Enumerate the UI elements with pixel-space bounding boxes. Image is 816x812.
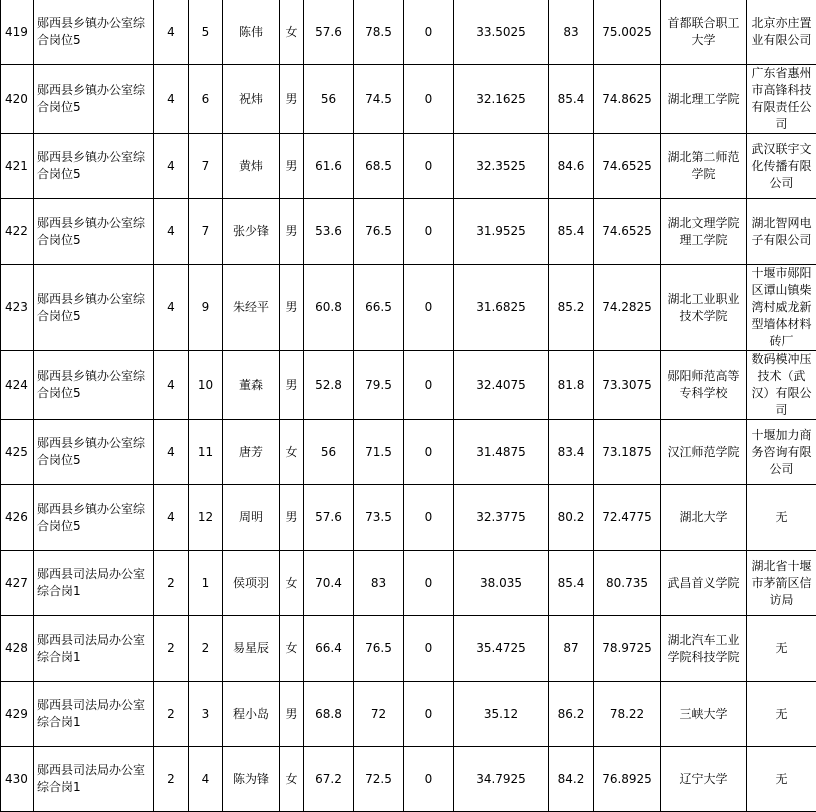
interview-score-cell: 76.5 xyxy=(354,616,404,682)
candidate-name-cell: 程小岛 xyxy=(223,682,280,747)
quota-cell: 4 xyxy=(154,351,189,420)
employer-cell: 无 xyxy=(747,682,816,747)
employer-cell: 武汉联宇文化传播有限公司 xyxy=(747,134,816,199)
second-score-cell: 81.8 xyxy=(549,351,594,420)
candidate-name-cell: 侯项羽 xyxy=(223,551,280,616)
position-cell: 郧西县乡镇办公室综合岗位5 xyxy=(34,420,154,485)
table-row xyxy=(1,0,816,65)
position-cell: 郧西县乡镇办公室综合岗位5 xyxy=(34,134,154,199)
table-row xyxy=(1,485,816,551)
interview-score-cell: 79.5 xyxy=(354,351,404,420)
table-row xyxy=(1,199,816,265)
position-cell: 郧西县司法局办公室综合岗1 xyxy=(34,616,154,682)
total-score-cell: 74.2825 xyxy=(594,265,661,351)
written-score-cell: 52.8 xyxy=(304,351,354,420)
interview-score-cell: 73.5 xyxy=(354,485,404,551)
rank-cell: 5 xyxy=(189,0,223,65)
weighted-score-cell: 31.6825 xyxy=(454,265,549,351)
candidate-name-cell: 陈为锋 xyxy=(223,747,280,812)
written-score-cell: 67.2 xyxy=(304,747,354,812)
rank-cell: 11 xyxy=(189,420,223,485)
interview-score-cell: 83 xyxy=(354,551,404,616)
table-row xyxy=(1,134,816,199)
weighted-score-cell: 31.9525 xyxy=(454,199,549,265)
table-row xyxy=(1,265,816,351)
second-score-cell: 85.4 xyxy=(549,551,594,616)
gender-cell: 男 xyxy=(280,199,304,265)
candidate-name-cell: 董森 xyxy=(223,351,280,420)
total-score-cell: 78.9725 xyxy=(594,616,661,682)
gender-cell: 女 xyxy=(280,747,304,812)
candidate-name-cell: 易星辰 xyxy=(223,616,280,682)
gender-cell: 男 xyxy=(280,485,304,551)
second-score-cell: 85.4 xyxy=(549,65,594,134)
school-cell: 湖北理工学院 xyxy=(661,65,747,134)
position-cell: 郧西县乡镇办公室综合岗位5 xyxy=(34,485,154,551)
quota-cell: 4 xyxy=(154,65,189,134)
table-row xyxy=(1,551,816,616)
school-cell: 武昌首义学院 xyxy=(661,551,747,616)
gender-cell: 女 xyxy=(280,0,304,65)
row-number: 425 xyxy=(1,420,34,485)
employer-cell: 无 xyxy=(747,485,816,551)
bonus-cell: 0 xyxy=(404,0,454,65)
total-score-cell: 74.6525 xyxy=(594,199,661,265)
rank-cell: 12 xyxy=(189,485,223,551)
row-number: 427 xyxy=(1,551,34,616)
table-row xyxy=(1,747,816,812)
table-row xyxy=(1,65,816,134)
position-cell: 郧西县乡镇办公室综合岗位5 xyxy=(34,351,154,420)
employer-cell: 广东省惠州市高锋科技有限责任公司 xyxy=(747,65,816,134)
school-cell: 郧阳师范高等专科学校 xyxy=(661,351,747,420)
school-cell: 三峡大学 xyxy=(661,682,747,747)
rank-cell: 2 xyxy=(189,616,223,682)
table-row xyxy=(1,682,816,747)
written-score-cell: 60.8 xyxy=(304,265,354,351)
row-number: 428 xyxy=(1,616,34,682)
weighted-score-cell: 32.4075 xyxy=(454,351,549,420)
employer-cell: 数码模冲压技术（武汉）有限公司 xyxy=(747,351,816,420)
gender-cell: 男 xyxy=(280,351,304,420)
school-cell: 湖北工业职业技术学院 xyxy=(661,265,747,351)
bonus-cell: 0 xyxy=(404,134,454,199)
bonus-cell: 0 xyxy=(404,65,454,134)
row-number: 420 xyxy=(1,65,34,134)
total-score-cell: 78.22 xyxy=(594,682,661,747)
gender-cell: 女 xyxy=(280,616,304,682)
written-score-cell: 56 xyxy=(304,420,354,485)
weighted-score-cell: 34.7925 xyxy=(454,747,549,812)
gender-cell: 男 xyxy=(280,265,304,351)
rank-cell: 7 xyxy=(189,134,223,199)
written-score-cell: 57.6 xyxy=(304,485,354,551)
position-cell: 郧西县乡镇办公室综合岗位5 xyxy=(34,265,154,351)
quota-cell: 4 xyxy=(154,134,189,199)
bonus-cell: 0 xyxy=(404,682,454,747)
candidate-name-cell: 朱经平 xyxy=(223,265,280,351)
weighted-score-cell: 32.3775 xyxy=(454,485,549,551)
second-score-cell: 84.2 xyxy=(549,747,594,812)
school-cell: 辽宁大学 xyxy=(661,747,747,812)
rank-cell: 4 xyxy=(189,747,223,812)
interview-score-cell: 72 xyxy=(354,682,404,747)
interview-score-cell: 68.5 xyxy=(354,134,404,199)
bonus-cell: 0 xyxy=(404,351,454,420)
position-cell: 郧西县乡镇办公室综合岗位5 xyxy=(34,0,154,65)
bonus-cell: 0 xyxy=(404,616,454,682)
employer-cell: 十堰市郧阳区谭山镇柴湾村威龙新型墙体材料砖厂 xyxy=(747,265,816,351)
interview-score-cell: 74.5 xyxy=(354,65,404,134)
gender-cell: 女 xyxy=(280,551,304,616)
school-cell: 湖北文理学院理工学院 xyxy=(661,199,747,265)
bonus-cell: 0 xyxy=(404,551,454,616)
weighted-score-cell: 35.4725 xyxy=(454,616,549,682)
row-number: 429 xyxy=(1,682,34,747)
interview-score-cell: 66.5 xyxy=(354,265,404,351)
total-score-cell: 73.1875 xyxy=(594,420,661,485)
rank-cell: 7 xyxy=(189,199,223,265)
bonus-cell: 0 xyxy=(404,485,454,551)
gender-cell: 男 xyxy=(280,134,304,199)
position-cell: 郧西县司法局办公室综合岗1 xyxy=(34,747,154,812)
second-score-cell: 85.2 xyxy=(549,265,594,351)
second-score-cell: 83.4 xyxy=(549,420,594,485)
quota-cell: 2 xyxy=(154,682,189,747)
quota-cell: 4 xyxy=(154,485,189,551)
employer-cell: 北京亦庄置业有限公司 xyxy=(747,0,816,65)
quota-cell: 2 xyxy=(154,747,189,812)
table-row xyxy=(1,616,816,682)
position-cell: 郧西县乡镇办公室综合岗位5 xyxy=(34,199,154,265)
candidate-name-cell: 黄炜 xyxy=(223,134,280,199)
total-score-cell: 72.4775 xyxy=(594,485,661,551)
total-score-cell: 80.735 xyxy=(594,551,661,616)
school-cell: 湖北大学 xyxy=(661,485,747,551)
candidate-name-cell: 唐芳 xyxy=(223,420,280,485)
total-score-cell: 75.0025 xyxy=(594,0,661,65)
employer-cell: 十堰加力商务咨询有限公司 xyxy=(747,420,816,485)
quota-cell: 4 xyxy=(154,420,189,485)
school-cell: 湖北第二师范学院 xyxy=(661,134,747,199)
total-score-cell: 74.6525 xyxy=(594,134,661,199)
employer-cell: 无 xyxy=(747,747,816,812)
candidate-name-cell: 周明 xyxy=(223,485,280,551)
interview-score-cell: 72.5 xyxy=(354,747,404,812)
position-cell: 郧西县乡镇办公室综合岗位5 xyxy=(34,65,154,134)
bonus-cell: 0 xyxy=(404,199,454,265)
position-cell: 郧西县司法局办公室综合岗1 xyxy=(34,682,154,747)
quota-cell: 4 xyxy=(154,265,189,351)
row-number: 423 xyxy=(1,265,34,351)
rank-cell: 10 xyxy=(189,351,223,420)
employer-cell: 湖北智网电子有限公司 xyxy=(747,199,816,265)
second-score-cell: 83 xyxy=(549,0,594,65)
interview-score-cell: 78.5 xyxy=(354,0,404,65)
row-number: 426 xyxy=(1,485,34,551)
second-score-cell: 85.4 xyxy=(549,199,594,265)
table-row xyxy=(1,351,816,420)
total-score-cell: 76.8925 xyxy=(594,747,661,812)
quota-cell: 4 xyxy=(154,0,189,65)
second-score-cell: 84.6 xyxy=(549,134,594,199)
candidate-name-cell: 张少锋 xyxy=(223,199,280,265)
total-score-cell: 74.8625 xyxy=(594,65,661,134)
second-score-cell: 80.2 xyxy=(549,485,594,551)
row-number: 421 xyxy=(1,134,34,199)
written-score-cell: 56 xyxy=(304,65,354,134)
second-score-cell: 86.2 xyxy=(549,682,594,747)
candidate-name-cell: 陈伟 xyxy=(223,0,280,65)
school-cell: 湖北汽车工业学院科技学院 xyxy=(661,616,747,682)
row-number: 430 xyxy=(1,747,34,812)
row-number: 419 xyxy=(1,0,34,65)
employer-cell: 湖北省十堰市茅箭区信访局 xyxy=(747,551,816,616)
bonus-cell: 0 xyxy=(404,265,454,351)
written-score-cell: 66.4 xyxy=(304,616,354,682)
rank-cell: 6 xyxy=(189,65,223,134)
table-row xyxy=(1,420,816,485)
quota-cell: 4 xyxy=(154,199,189,265)
weighted-score-cell: 35.12 xyxy=(454,682,549,747)
weighted-score-cell: 32.3525 xyxy=(454,134,549,199)
written-score-cell: 68.8 xyxy=(304,682,354,747)
rank-cell: 1 xyxy=(189,551,223,616)
rank-cell: 3 xyxy=(189,682,223,747)
position-cell: 郧西县司法局办公室综合岗1 xyxy=(34,551,154,616)
gender-cell: 女 xyxy=(280,420,304,485)
bonus-cell: 0 xyxy=(404,420,454,485)
weighted-score-cell: 31.4875 xyxy=(454,420,549,485)
gender-cell: 男 xyxy=(280,682,304,747)
written-score-cell: 61.6 xyxy=(304,134,354,199)
bonus-cell: 0 xyxy=(404,747,454,812)
weighted-score-cell: 33.5025 xyxy=(454,0,549,65)
candidate-name-cell: 祝炜 xyxy=(223,65,280,134)
written-score-cell: 70.4 xyxy=(304,551,354,616)
quota-cell: 2 xyxy=(154,616,189,682)
school-cell: 汉江师范学院 xyxy=(661,420,747,485)
row-number: 424 xyxy=(1,351,34,420)
school-cell: 首都联合职工大学 xyxy=(661,0,747,65)
quota-cell: 2 xyxy=(154,551,189,616)
second-score-cell: 87 xyxy=(549,616,594,682)
employer-cell: 无 xyxy=(747,616,816,682)
interview-score-cell: 71.5 xyxy=(354,420,404,485)
weighted-score-cell: 38.035 xyxy=(454,551,549,616)
row-number: 422 xyxy=(1,199,34,265)
gender-cell: 男 xyxy=(280,65,304,134)
total-score-cell: 73.3075 xyxy=(594,351,661,420)
weighted-score-cell: 32.1625 xyxy=(454,65,549,134)
written-score-cell: 57.6 xyxy=(304,0,354,65)
written-score-cell: 53.6 xyxy=(304,199,354,265)
interview-score-cell: 76.5 xyxy=(354,199,404,265)
rank-cell: 9 xyxy=(189,265,223,351)
